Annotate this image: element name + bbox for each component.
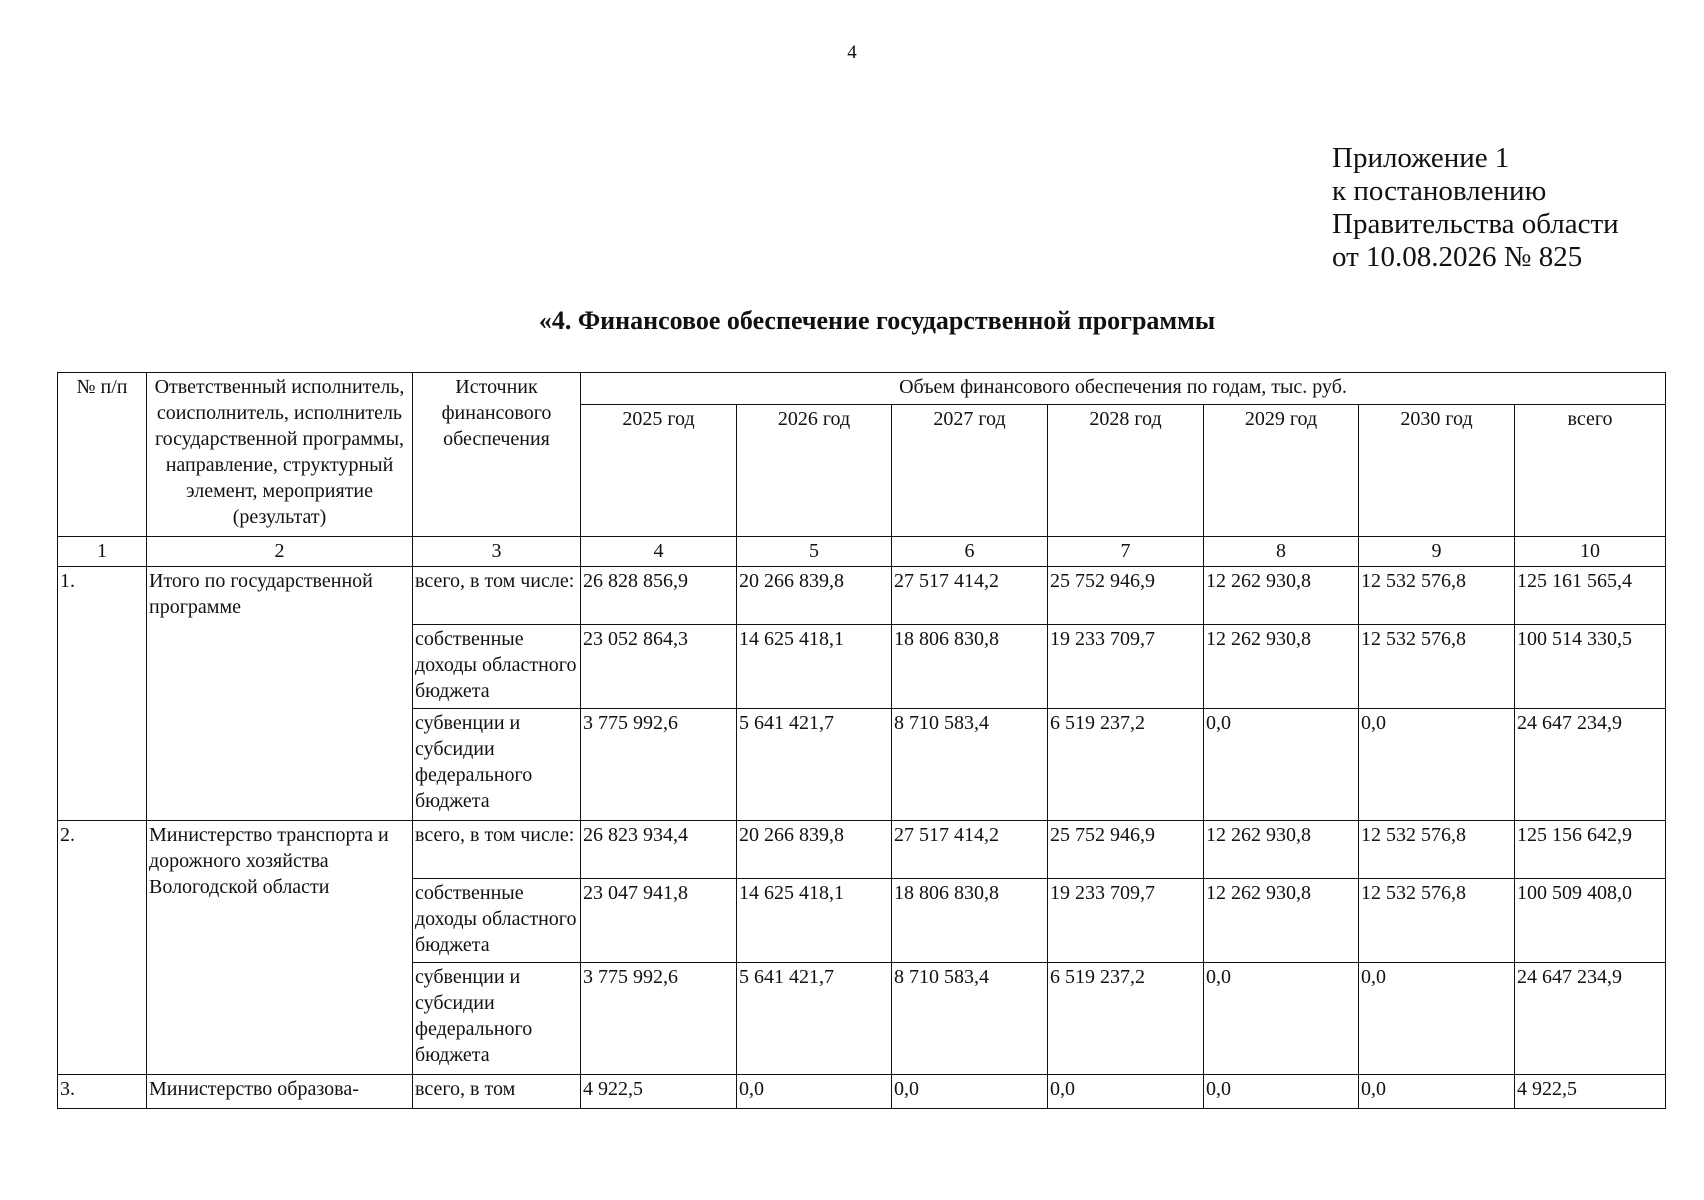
cell-value: 18 806 830,8 xyxy=(892,879,1048,963)
cell-value: 20 266 839,8 xyxy=(737,821,892,879)
cell-value: 19 233 709,7 xyxy=(1048,879,1204,963)
row-number: 3. xyxy=(58,1075,147,1109)
table-row xyxy=(58,821,1666,879)
row-source: всего, в том числе: xyxy=(413,567,581,625)
column-number: 5 xyxy=(737,537,892,567)
appendix-line-1: Приложение 1 xyxy=(1332,142,1510,174)
row-source: субвенции и субсидии федерального бюджета xyxy=(413,709,581,821)
cell-value: 20 266 839,8 xyxy=(737,567,892,625)
cell-value: 8 710 583,4 xyxy=(892,963,1048,1075)
header-executor: Ответственный исполнитель, соисполнитель, исполнитель государственной программы, направление, структурный элемент, мероприятие (результат) xyxy=(147,373,413,537)
cell-value: 0,0 xyxy=(892,1075,1048,1109)
appendix-line-4: от 10.08.2026 № 825 xyxy=(1332,241,1583,273)
cell-value: 23 047 941,8 xyxy=(581,879,737,963)
cell-value: 12 262 930,8 xyxy=(1204,567,1359,625)
cell-value: 6 519 237,2 xyxy=(1048,709,1204,821)
cell-value: 24 647 234,9 xyxy=(1515,963,1666,1075)
cell-value: 27 517 414,2 xyxy=(892,821,1048,879)
cell-value: 12 262 930,8 xyxy=(1204,879,1359,963)
cell-value: 12 532 576,8 xyxy=(1359,821,1515,879)
cell-value: 100 509 408,0 xyxy=(1515,879,1666,963)
row-executor: Министерство транспорта и дорожного хозяйства Вологодской области xyxy=(147,821,413,1075)
cell-value: 0,0 xyxy=(1204,963,1359,1075)
cell-value: 125 161 565,4 xyxy=(1515,567,1666,625)
header-total: всего xyxy=(1515,405,1666,537)
cell-value: 3 775 992,6 xyxy=(581,963,737,1075)
cell-value: 0,0 xyxy=(1048,1075,1204,1109)
appendix-line-3: Правительства области xyxy=(1332,208,1619,240)
cell-value: 0,0 xyxy=(1359,709,1515,821)
row-executor: Итого по государственной программе xyxy=(147,567,413,821)
header-year-2028: 2028 год xyxy=(1048,405,1204,537)
cell-value: 14 625 418,1 xyxy=(737,625,892,709)
column-number: 1 xyxy=(58,537,147,567)
appendix-line-2: к постановлению xyxy=(1332,175,1547,207)
cell-value: 19 233 709,7 xyxy=(1048,625,1204,709)
row-source: субвенции и субсидии федерального бюджета xyxy=(413,963,581,1075)
cell-value: 26 828 856,9 xyxy=(581,567,737,625)
document-title: «4. Финансовое обеспечение государственной программы xyxy=(538,306,1216,335)
cell-value: 0,0 xyxy=(737,1075,892,1109)
cell-value: 26 823 934,4 xyxy=(581,821,737,879)
cell-value: 18 806 830,8 xyxy=(892,625,1048,709)
page-number: 4 xyxy=(847,42,857,63)
cell-value: 12 532 576,8 xyxy=(1359,567,1515,625)
row-source: собственные доходы областного бюджета xyxy=(413,879,581,963)
cell-value: 100 514 330,5 xyxy=(1515,625,1666,709)
row-source: всего, в том xyxy=(413,1075,581,1109)
header-year-2025: 2025 год xyxy=(581,405,737,537)
column-number: 10 xyxy=(1515,537,1666,567)
cell-value: 3 775 992,6 xyxy=(581,709,737,821)
column-number: 3 xyxy=(413,537,581,567)
cell-value: 23 052 864,3 xyxy=(581,625,737,709)
cell-value: 4 922,5 xyxy=(1515,1075,1666,1109)
row-source: собственные доходы областного бюджета xyxy=(413,625,581,709)
cell-value: 5 641 421,7 xyxy=(737,963,892,1075)
cell-value: 12 532 576,8 xyxy=(1359,625,1515,709)
cell-value: 27 517 414,2 xyxy=(892,567,1048,625)
column-number: 4 xyxy=(581,537,737,567)
cell-value: 125 156 642,9 xyxy=(1515,821,1666,879)
header-year-2026: 2026 год xyxy=(737,405,892,537)
cell-value: 12 532 576,8 xyxy=(1359,879,1515,963)
cell-value: 0,0 xyxy=(1204,1075,1359,1109)
cell-value: 0,0 xyxy=(1359,1075,1515,1109)
header-volume: Объем финансового обеспечения по годам, тыс. руб. xyxy=(581,373,1666,405)
row-number: 1. xyxy=(58,567,147,821)
cell-value: 8 710 583,4 xyxy=(892,709,1048,821)
header-row-1 xyxy=(58,373,1666,405)
cell-value: 12 262 930,8 xyxy=(1204,625,1359,709)
column-number: 6 xyxy=(892,537,1048,567)
table-row xyxy=(58,1075,1666,1109)
header-year-2027: 2027 год xyxy=(892,405,1048,537)
row-number: 2. xyxy=(58,821,147,1075)
header-year-2029: 2029 год xyxy=(1204,405,1359,537)
cell-value: 4 922,5 xyxy=(581,1075,737,1109)
row-source: всего, в том числе: xyxy=(413,821,581,879)
financing-table xyxy=(57,372,1666,1109)
cell-value: 5 641 421,7 xyxy=(737,709,892,821)
row-executor: Министерство образова- xyxy=(147,1075,413,1109)
cell-value: 25 752 946,9 xyxy=(1048,821,1204,879)
header-source: Источник финансового обеспечения xyxy=(413,373,581,537)
appendix-block xyxy=(1332,142,1619,274)
cell-value: 6 519 237,2 xyxy=(1048,963,1204,1075)
cell-value: 14 625 418,1 xyxy=(737,879,892,963)
cell-value: 12 262 930,8 xyxy=(1204,821,1359,879)
column-number: 7 xyxy=(1048,537,1204,567)
cell-value: 0,0 xyxy=(1359,963,1515,1075)
header-year-2030: 2030 год xyxy=(1359,405,1515,537)
column-numbers-row xyxy=(58,537,1666,567)
table-row xyxy=(58,567,1666,625)
column-number: 8 xyxy=(1204,537,1359,567)
column-number: 2 xyxy=(147,537,413,567)
column-number: 9 xyxy=(1359,537,1515,567)
cell-value: 25 752 946,9 xyxy=(1048,567,1204,625)
cell-value: 0,0 xyxy=(1204,709,1359,821)
header-num: № п/п xyxy=(58,373,147,537)
cell-value: 24 647 234,9 xyxy=(1515,709,1666,821)
